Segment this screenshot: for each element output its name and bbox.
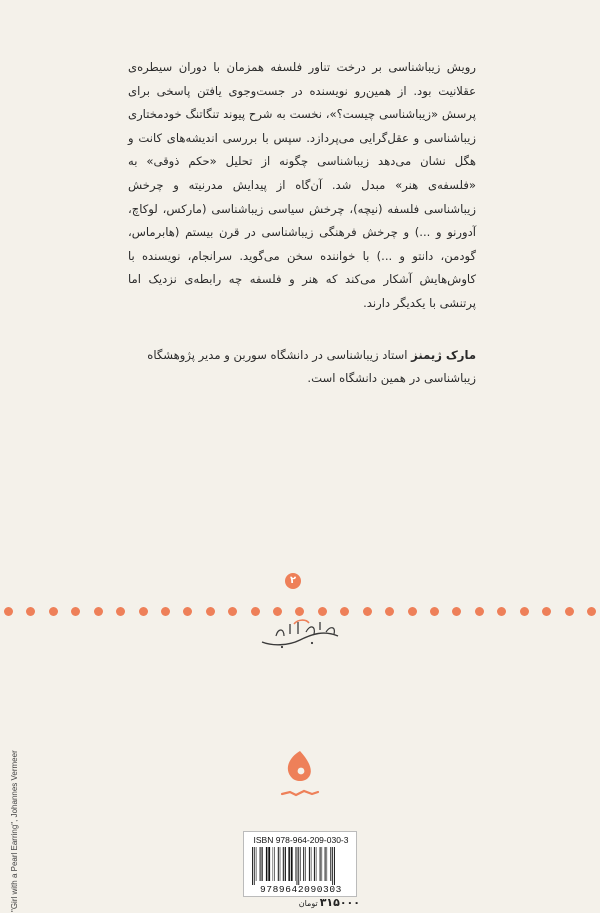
- barcode-digits: 9789642090303: [260, 884, 342, 895]
- barcode-bar: [330, 847, 331, 881]
- author-name: مارک ژیمنز: [411, 348, 476, 362]
- decorative-dot: [116, 607, 125, 616]
- barcode-bar: [334, 847, 335, 885]
- barcode-bar: [298, 847, 299, 885]
- decorative-dot: [408, 607, 417, 616]
- barcode-bar: [260, 847, 261, 881]
- barcode-bar: [273, 847, 274, 881]
- decorative-dot: [452, 607, 461, 616]
- isbn-label: ISBN 978-964-209-030-3: [253, 835, 349, 845]
- cover-art-credit: "Girl with a Pearl Earring", Johannes Vermeer: [10, 750, 19, 912]
- decorative-dot: [71, 607, 80, 616]
- series-calligraphy-logo: [254, 616, 346, 652]
- barcode-bar: [327, 847, 328, 881]
- decorative-dot: [251, 607, 260, 616]
- decorative-dot: [49, 607, 58, 616]
- decorative-dot: [542, 607, 551, 616]
- barcode-bar: [278, 847, 279, 881]
- decorative-dot: [565, 607, 574, 616]
- decorative-dot: [587, 607, 596, 616]
- decorative-dot: [363, 607, 372, 616]
- isbn-barcode: [243, 831, 357, 897]
- barcode-bar: [322, 847, 323, 881]
- price-currency: تومان: [298, 899, 318, 908]
- decorative-dot: [139, 607, 148, 616]
- decorative-dot: [497, 607, 506, 616]
- book-description: [128, 56, 476, 316]
- price-amount: ۳۱۵۰۰۰: [319, 896, 360, 909]
- description-text: رویش زیباشناسی بر درخت تناور فلسفه همزمان با دوران سیطره‌ی عقلانیت بود. از همین‌رو نویسنده در جست‌وجوی یافتن پاسخی برای پرسش «زیباشناسی چیست؟»، نخست به شرح پیوند تنگاتنگ خودمختاری زیباشناسی و عقل‌گرایی می‌پردازد. سپس با بررسی اندیشه‌های کانت و هگل نشان می‌دهد زیباشناسی چگونه از تحلیل «حکم ذوقی» به «فلسفه‌ی هنر» مبدل شد. آن‌گاه از پیدایش مدرنیته و چرخش زیباشناسی فلسفه (نیچه)، چرخش سیاسی زیباشناسی (مارکس، لوکاچ، آدورنو و ...) و چرخش فرهنگی زیباشناسی در قرن بیستم (هابرماس، گودمن، دانتو و ...) با خواننده سخن می‌گوید. سرانجام، نویسنده با کاوش‌هایش آشکار می‌کند که هنر و فلسفه چه رابطه‌ی نزدیک اما پرتنشی با یکدیگر دارند.: [128, 60, 476, 310]
- decorative-dot: [385, 607, 394, 616]
- barcode-bar: [254, 847, 255, 885]
- decorative-dot: [161, 607, 170, 616]
- mahi-publisher-logo: [268, 748, 332, 800]
- barcode-bar: [325, 847, 326, 881]
- barcode-bar: [303, 847, 304, 881]
- decorative-dot: [273, 607, 282, 616]
- barcode-bar: [314, 847, 315, 881]
- barcode-bars: [250, 847, 352, 885]
- decorative-dot: [475, 607, 484, 616]
- barcode-bar: [274, 847, 275, 881]
- decorative-dot: [430, 607, 439, 616]
- decorative-dot: [340, 607, 349, 616]
- decorative-dot: [94, 607, 103, 616]
- barcode-bar: [300, 847, 301, 881]
- barcode-bar: [268, 847, 270, 881]
- decorative-dot: [228, 607, 237, 616]
- series-number-badge: ۲: [285, 573, 301, 589]
- barcode-bar: [320, 847, 321, 881]
- price: [300, 896, 360, 909]
- decorative-dot: [318, 607, 327, 616]
- barcode-bar: [316, 847, 317, 881]
- decorative-dot: [26, 607, 35, 616]
- barcode-bar: [262, 847, 263, 881]
- barcode-bar: [332, 847, 333, 885]
- barcode-bar: [266, 847, 268, 881]
- barcode-bar: [309, 847, 310, 881]
- barcode-bar: [283, 847, 284, 881]
- barcode-bar: [285, 847, 286, 881]
- decorative-dot: [183, 607, 192, 616]
- barcode-bar: [252, 847, 253, 885]
- barcode-bar: [295, 847, 296, 881]
- barcode-bar: [291, 847, 293, 881]
- barcode-bar: [288, 847, 290, 881]
- decorative-dot: [520, 607, 529, 616]
- barcode-bar: [305, 847, 306, 881]
- decorative-dot: [206, 607, 215, 616]
- decorative-dot: [295, 607, 304, 616]
- barcode-bar: [297, 847, 298, 885]
- author-bio-text: استاد زیباشناسی در دانشگاه سوربن و مدیر پژوهشگاه زیباشناسی در همین دانشگاه است.: [147, 348, 476, 385]
- author-bio: [140, 344, 476, 389]
- barcode-bar: [311, 847, 312, 881]
- barcode-bar: [256, 847, 257, 881]
- decorative-dot: [4, 607, 13, 616]
- barcode-bar: [280, 847, 281, 881]
